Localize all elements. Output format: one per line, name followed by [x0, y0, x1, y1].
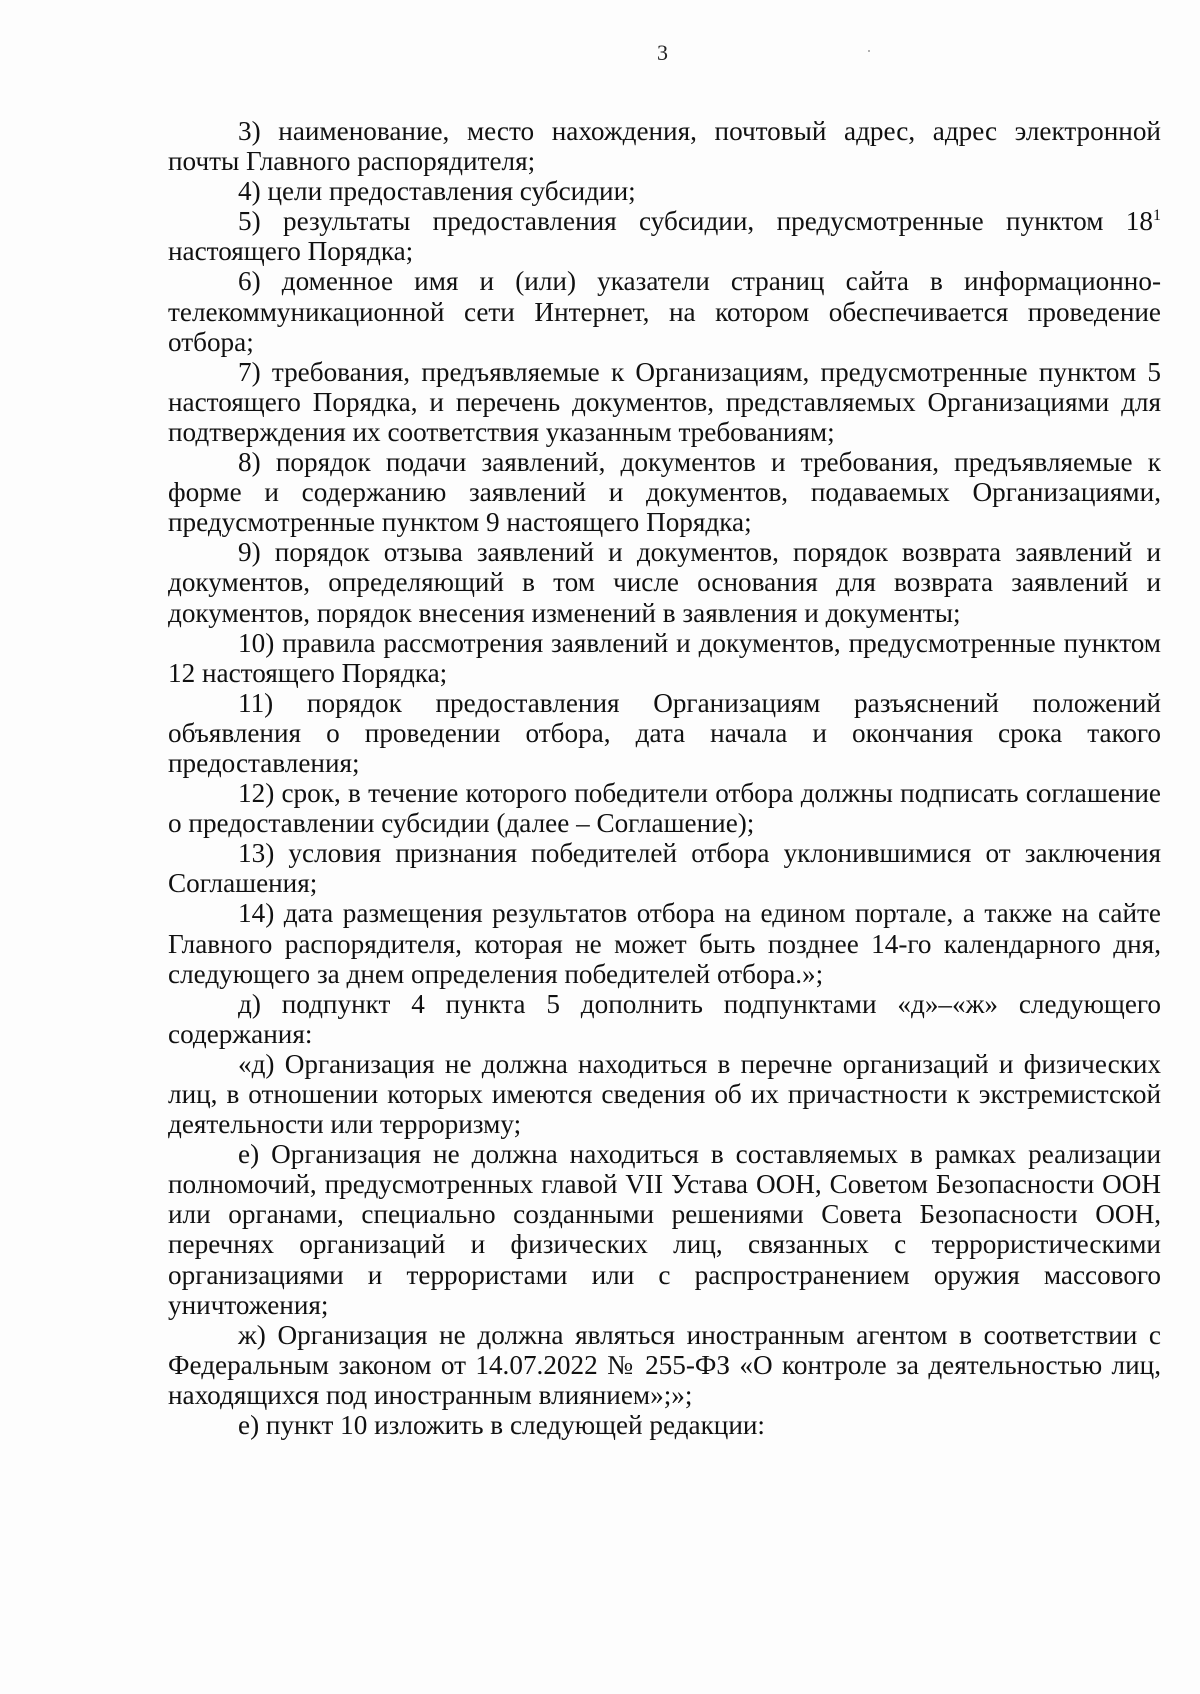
document-body	[168, 116, 1161, 1440]
page-number: 3	[657, 40, 668, 65]
paragraph-item-5-tail: настоящего Порядка;	[168, 236, 414, 267]
paragraph-item-14: 14) дата размещения результатов отбора на едином портале, а также на сайте Главного распорядителя, которая не может быть позднее 14-го календарного дня, следующего за днем определения победителей отбора.»;	[168, 898, 1161, 989]
paragraph-item-8: 8) порядок подачи заявлений, документов и требования, предъявляемые к форме и содержанию заявлений и документов, подаваемых Организациями, предусмотренные пунктом 9 настоящего Порядка;	[168, 447, 1161, 538]
paragraph-item-7: 7) требования, предъявляемые к Организациям, предусмотренные пунктом 5 настоящего Порядка, и перечень документов, представляемых Организациями для подтверждения их соответствия указанным требованиям;	[168, 356, 1161, 447]
paragraph-quote-d: «д) Организация не должна находиться в перечне организаций и физических лиц, в отношении которых имеются сведения об их причастности к экстремистской деятельности или терроризму;	[168, 1048, 1161, 1140]
paragraph-item-3: 3) наименование, место нахождения, почтовый адрес, адрес электронной почты Главного распорядителя;	[168, 116, 1161, 177]
paragraph-quote-e: е) Организация не должна находиться в составляемых в рамках реализации полномочий, предусмотренных главой VII Устава ООН, Советом Безопасности ООН или органами, специально созданными решениями Совета Безопасности ООН, перечнях организаций и физических лиц, связанных с террористическими организациями и террористами или с распространением оружия массового уничтожения;	[168, 1139, 1161, 1320]
paragraph-subitem-e: е) пункт 10 изложить в следующей редакции:	[238, 1410, 765, 1441]
scan-speck	[868, 50, 870, 52]
paragraph-subitem-d: д) подпункт 4 пункта 5 дополнить подпунктами «д»–«ж» следующего содержания:	[168, 988, 1161, 1049]
paragraph-item-10: 10) правила рассмотрения заявлений и документов, предусмотренные пунктом 12 настоящего Порядка;	[168, 627, 1161, 688]
paragraph-item-13: 13) условия признания победителей отбора уклонившимися от заключения Соглашения;	[168, 838, 1161, 899]
paragraph-item-12: 12) срок, в течение которого победители отбора должны подписать соглашение о предоставлении субсидии (далее – Соглашение);	[168, 778, 1161, 839]
paragraph-quote-zh: ж) Организация не должна являться иностранным агентом в соответствии с Федеральным законом от 14.07.2022 № 255-ФЗ «О контроле за деятельностью лиц, находящихся под иностранным влиянием»;»;	[168, 1319, 1161, 1410]
paragraph-item-11: 11) порядок предоставления Организациям разъяснений положений объявления о проведении отбора, дата начала и окончания срока такого предоставления;	[168, 687, 1161, 778]
footnote-superscript: 1	[1153, 207, 1161, 225]
paragraph-item-5-text: 5) результаты предоставления субсидии, предусмотренные пунктом 18	[238, 206, 1153, 237]
paragraph-item-5	[168, 206, 1161, 266]
paragraph-item-4: 4) цели предоставления субсидии;	[238, 176, 636, 207]
paragraph-item-9: 9) порядок отзыва заявлений и документов, порядок возврата заявлений и документов, определяющий в том числе основания для возврата заявлений и документов, порядок внесения изменений в заявления и документы;	[168, 537, 1161, 628]
paragraph-item-6: 6) доменное имя и (или) указатели страниц сайта в информационно-телекоммуникационной сети Интернет, на котором обеспечивается проведение отбора;	[168, 266, 1161, 357]
